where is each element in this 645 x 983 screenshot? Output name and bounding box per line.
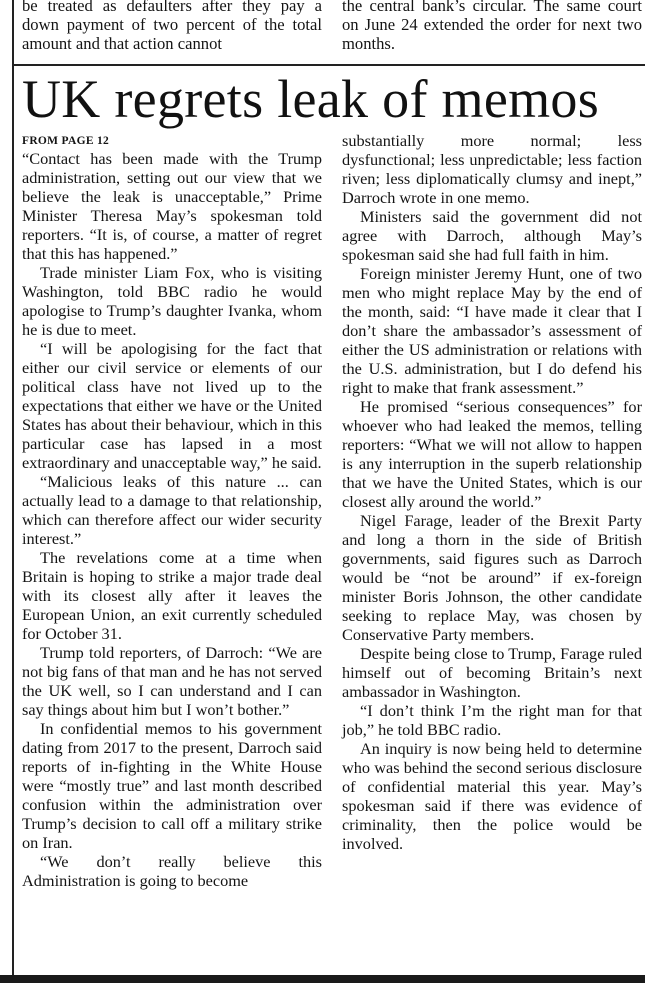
article-paragraph: “I don’t think I’m the right man for that job,” he told BBC radio. [342, 701, 642, 739]
article-paragraph: An inquiry is now being held to determine who was behind the second serious disclosure of confidential material this year. May’s spokesman said if there was evidence of criminality, then the police would be involved. [342, 739, 642, 853]
article-paragraph: “We don’t really believe this Administration is going to become [22, 852, 322, 890]
article-paragraph: He promised “serious consequences” for whoever who had leaked the memos, telling reporters: “What we will not allow to happen is any interruption in the superb relationship that we have the United States, which is our closest ally around the world.” [342, 397, 642, 511]
article-paragraph: In confidential memos to his government dating from 2017 to the present, Darroch said reports of in-fighting in the White House were “mostly true” and last month described confusion within the administration over Trump’s decision to call off a military strike on Iran. [22, 719, 322, 852]
article-paragraph: “Malicious leaks of this nature ... can actually lead to a damage to that relationship, which can therefore affect our wider security interest.” [22, 472, 322, 548]
article-paragraph: Foreign minister Jeremy Hunt, one of two men who might replace May by the end of the month, said: “I have made it clear that I don’t share the ambassador’s assessment of either the US administration or relations with the U.S. administration, but I do defend his right to make that frank assessment.” [342, 264, 642, 397]
article-paragraph: Nigel Farage, leader of the Brexit Party and long a thorn in the side of British governments, said figures such as Darroch would be “not be around” if ex-foreign minister Boris Johnson, the other candidate seeking to replace May, was chosen by Conservative Party members. [342, 511, 642, 644]
article-paragraph: Ministers said the government did not agree with Darroch, although May’s spokesman said she had full faith in him. [342, 207, 642, 264]
previous-article-text-left: be treated as defaulters after they pay a down payment of two percent of the total amount and that action cannot [22, 0, 322, 53]
article-column-left [22, 131, 322, 890]
article-paragraph: The revelations come at a time when Britain is hoping to strike a major trade deal with its closest ally after it leaves the European Union, an exit currently scheduled for October 31. [22, 548, 322, 643]
article-paragraph: Despite being close to Trump, Farage ruled himself out of becoming Britain’s next ambassador in Washington. [342, 644, 642, 701]
previous-article-text-right: the central bank’s circular. The same court on June 24 extended the order for next two months. [342, 0, 642, 53]
article-paragraph: substantially more normal; less dysfunctional; less unpredictable; less faction riven; less diplomatically clumsy and inept,” Darroch wrote in one memo. [342, 131, 642, 207]
previous-article-fragment-right [342, 0, 642, 53]
article-paragraph: Trade minister Liam Fox, who is visiting Washington, told BBC radio he would apologise to Trump’s daughter Ivanka, whom he is due to meet. [22, 263, 322, 339]
article-headline: UK regrets leak of memos [22, 69, 600, 129]
continuation-kicker: FROM PAGE 12 [22, 135, 110, 147]
previous-article-fragment-left [22, 0, 322, 53]
article-paragraph: “Contact has been made with the Trump administration, setting out our view that we believe the leak is unacceptable,” Prime Minister Theresa May’s spokesman told reporters. “It is, of course, a matter of regret that this has happened.” [22, 149, 322, 263]
section-divider [12, 64, 645, 66]
article-paragraph: “I will be apologising for the fact that either our civil service or elements of our political class have not lived up to the expectations that either we have or the United States has about their behaviour, which in this particular case has lapsed in a most extraordinary and unacceptable way,” he said. [22, 339, 322, 472]
article-paragraph: Trump told reporters, of Darroch: “We are not big fans of that man and he has not served the UK well, so I can understand and I can say things about him but I won’t bother.” [22, 643, 322, 719]
column-rule [12, 0, 14, 975]
page-bottom-border [0, 975, 645, 983]
article-column-right [342, 131, 642, 853]
